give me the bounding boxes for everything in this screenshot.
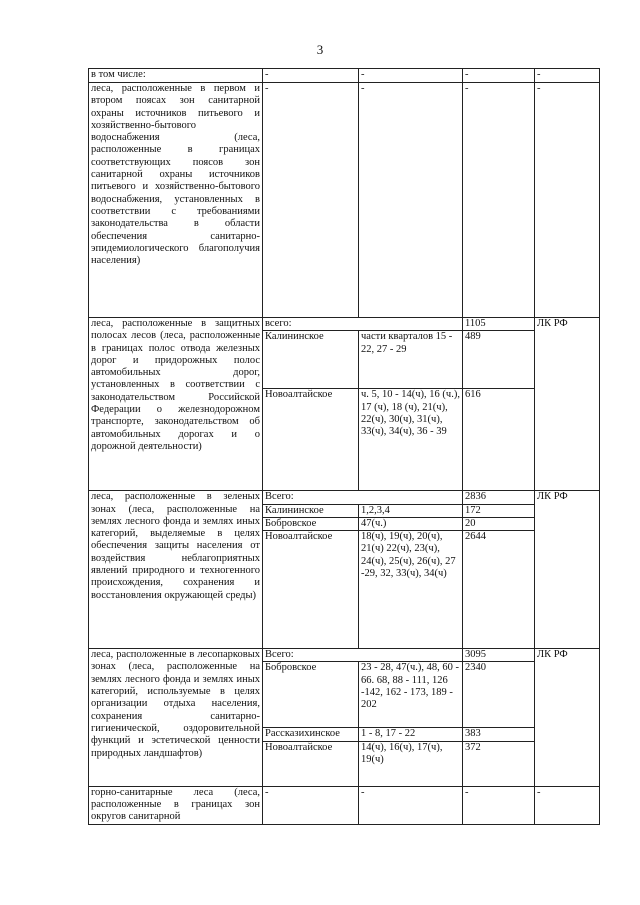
table-row [89, 318, 600, 331]
district-name: Новоалтайское [263, 389, 359, 491]
dash-cell: - [535, 69, 600, 83]
area: 2644 [463, 531, 535, 649]
dash-cell: - [535, 786, 600, 824]
dash-cell: - [359, 786, 463, 824]
table-row [89, 69, 600, 83]
row-label: леса, расположенные в зеленых зонах (леса, расположенные на землях лесного фонда и землях иных категорий, выделяемые в целях обеспечения защиты населения от воздействия неблагоприятных явлений природного и техногенного происхождения, сохранения и восстановления окружающей среды) [89, 491, 263, 649]
row-label: леса, расположенные в первом и втором поясах зон санитарной охраны источников питьевого и хозяйственно-бытового водоснабжения (леса, расположенные в границах соответствующих поясов зон санитарной охраны источников питьевого и хозяйственно-бытового водоснабжения, установленных в соответствии с требованиями законодательства в области обеспечения санитарно-эпидемиологического благополучия населения) [89, 83, 263, 318]
quarters: 47(ч.) [359, 517, 463, 530]
law-reference: ЛК РФ [535, 649, 600, 787]
area: 372 [463, 741, 535, 786]
dash-cell: - [263, 69, 359, 83]
dash-cell: - [359, 83, 463, 318]
page-number: 3 [316, 42, 324, 57]
district-name: Бобровское [263, 517, 359, 530]
table-row [89, 786, 600, 824]
total-label: Всего: [263, 491, 463, 504]
district-name: Новоалтайское [263, 741, 359, 786]
area: 2340 [463, 662, 535, 728]
district-name: Бобровское [263, 662, 359, 728]
row-label: леса, расположенные в защитных полосах лесов (леса, расположенные в границах полос отвода железных дорог и придорожных полос автомобильных дорог, установленных в соответствии с законодательством Российской Федерации о железнодорожном транспорте, законодательством об автомобильных дорогах и о дорожной деятельности) [89, 318, 263, 491]
row-label: в том числе: [89, 69, 263, 83]
table-row [89, 491, 600, 504]
quarters: 23 - 28, 47(ч.), 48, 60 - 66. 68, 88 - 111, 126 -142, 162 - 173, 189 - 202 [359, 662, 463, 728]
area: 172 [463, 504, 535, 517]
dash-cell: - [463, 786, 535, 824]
area: 20 [463, 517, 535, 530]
table-row [89, 649, 600, 662]
total-area: 3095 [463, 649, 535, 662]
protective-forests-table [88, 68, 600, 825]
district-name: Калининское [263, 504, 359, 517]
quarters: части кварталов 15 - 22, 27 - 29 [359, 331, 463, 389]
total-area: 2836 [463, 491, 535, 504]
quarters: 18(ч), 19(ч), 20(ч), 21(ч) 22(ч), 23(ч), 24(ч), 25(ч), 26(ч), 27 -29, 32, 33(ч), 34(ч) [359, 531, 463, 649]
district-name: Новоалтайское [263, 531, 359, 649]
dash-cell: - [263, 786, 359, 824]
quarters: 1 - 8, 17 - 22 [359, 728, 463, 741]
quarters: 1,2,3,4 [359, 504, 463, 517]
row-label: горно-санитарные леса (леса, расположенные в границах зон округов санитарной [89, 786, 263, 824]
quarters: 14(ч), 16(ч), 17(ч), 19(ч) [359, 741, 463, 786]
total-label: Всего: [263, 649, 463, 662]
dash-cell: - [359, 69, 463, 83]
area: 383 [463, 728, 535, 741]
quarters: ч. 5, 10 - 14(ч), 16 (ч.), 17 (ч), 18 (ч), 21(ч), 22(ч), 30(ч), 31(ч), 33(ч), 34(ч), 36 - 39 [359, 389, 463, 491]
total-label: всего: [263, 318, 463, 331]
area: 489 [463, 331, 535, 389]
total-area: 1105 [463, 318, 535, 331]
district-name: Калининское [263, 331, 359, 389]
row-label: леса, расположенные в лесопарковых зонах (леса, расположенные на землях лесного фонда и землях иных категорий, используемые в целях организации отдыха населения, сохранения санитарно-гигиенической, оздоровительной функций и эстетической ценности природных ландшафтов) [89, 649, 263, 787]
table-row [89, 83, 600, 318]
dash-cell: - [263, 83, 359, 318]
district-name: Рассказихинское [263, 728, 359, 741]
dash-cell: - [463, 83, 535, 318]
dash-cell: - [463, 69, 535, 83]
dash-cell: - [535, 83, 600, 318]
area: 616 [463, 389, 535, 491]
law-reference: ЛК РФ [535, 491, 600, 649]
law-reference: ЛК РФ [535, 318, 600, 491]
